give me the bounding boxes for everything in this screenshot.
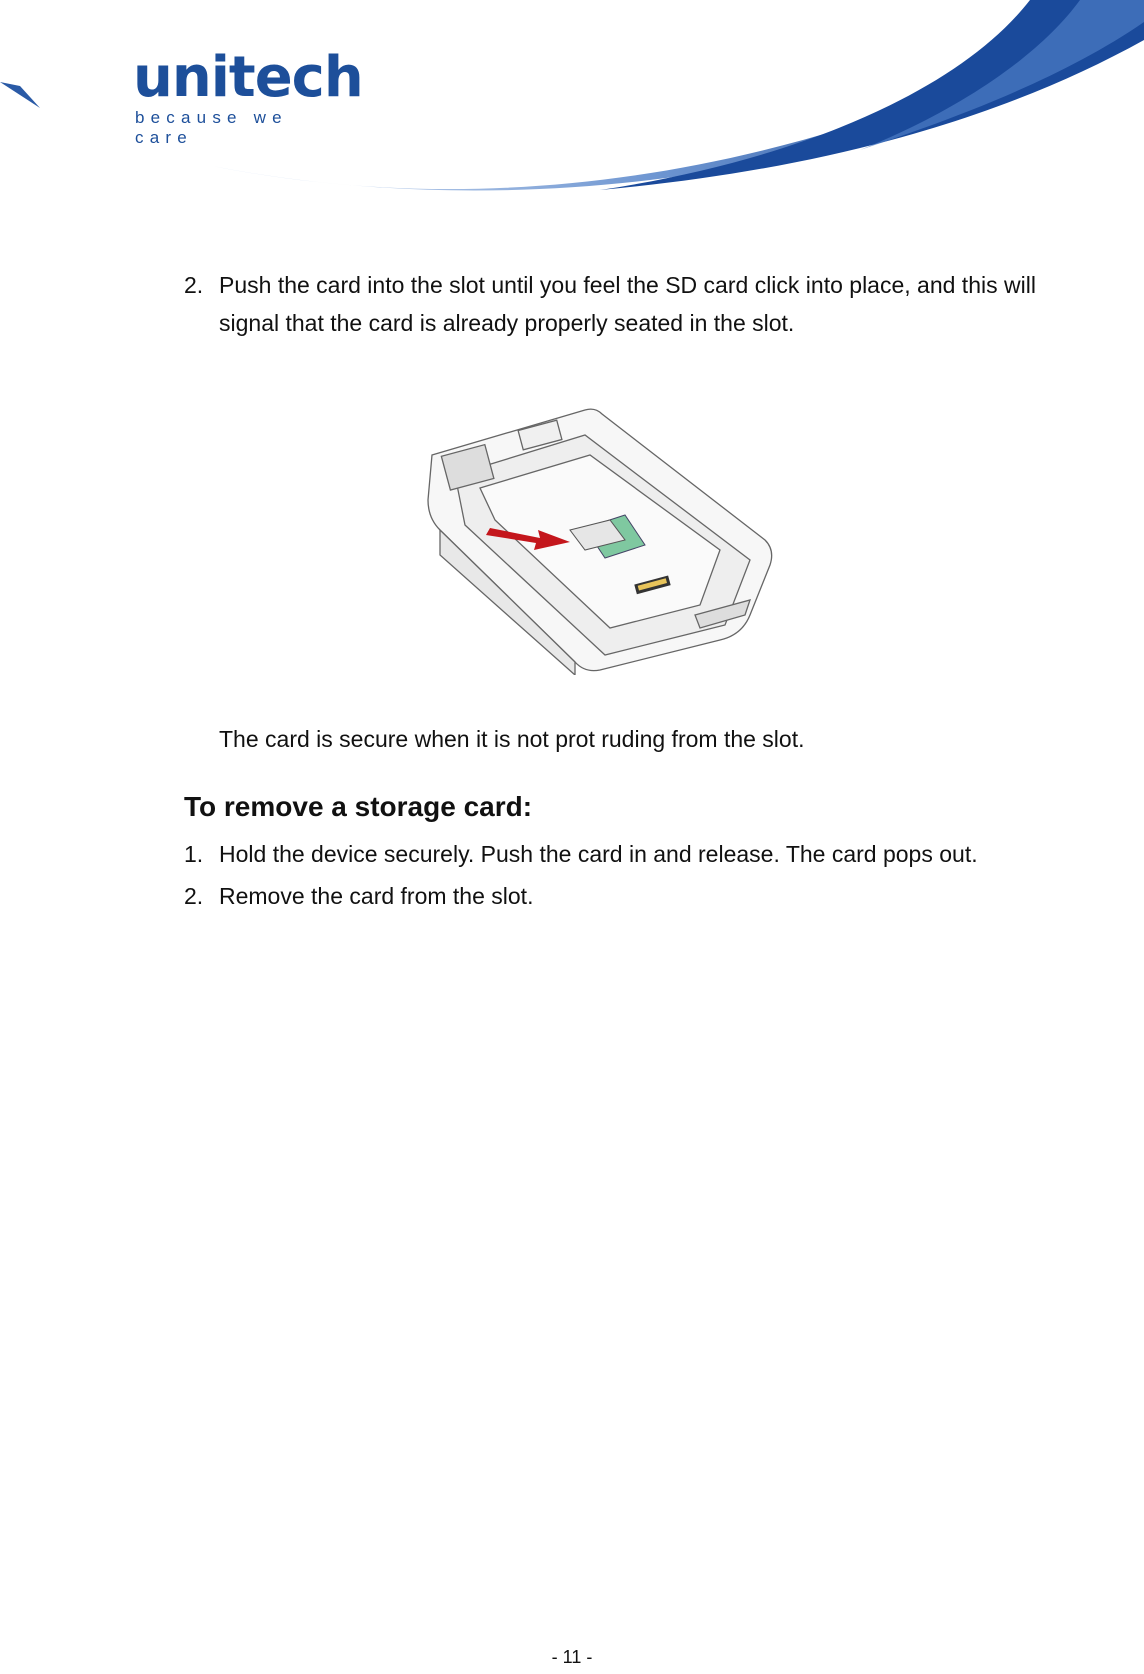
step-text: Push the card into the slot until you feel the SD card click into place, and this will signal that the card is already properly seated in the slot. (219, 272, 1036, 336)
step-number: 2. (184, 272, 204, 298)
step-number: 2. (184, 883, 204, 909)
figure-caption: The card is secure when it is not prot ruding from the slot. (219, 726, 805, 752)
remove-step-1 (184, 835, 1084, 873)
remove-step-2 (184, 877, 1084, 915)
step-number: 1. (184, 841, 204, 867)
sd-card-insertion-figure (420, 400, 790, 675)
logo-wordmark: unitech (133, 45, 363, 110)
section-heading-remove-card: To remove a storage card: (184, 791, 533, 822)
step-text: Hold the device securely. Push the card in and release. The card pops out. (219, 841, 978, 867)
step-text: Remove the card from the slot. (219, 883, 534, 909)
insert-step-2 (184, 266, 1044, 342)
unitech-logo (133, 45, 363, 148)
logo-tagline: because we care (135, 108, 288, 147)
page-number: - 11 - (551, 1647, 593, 1667)
